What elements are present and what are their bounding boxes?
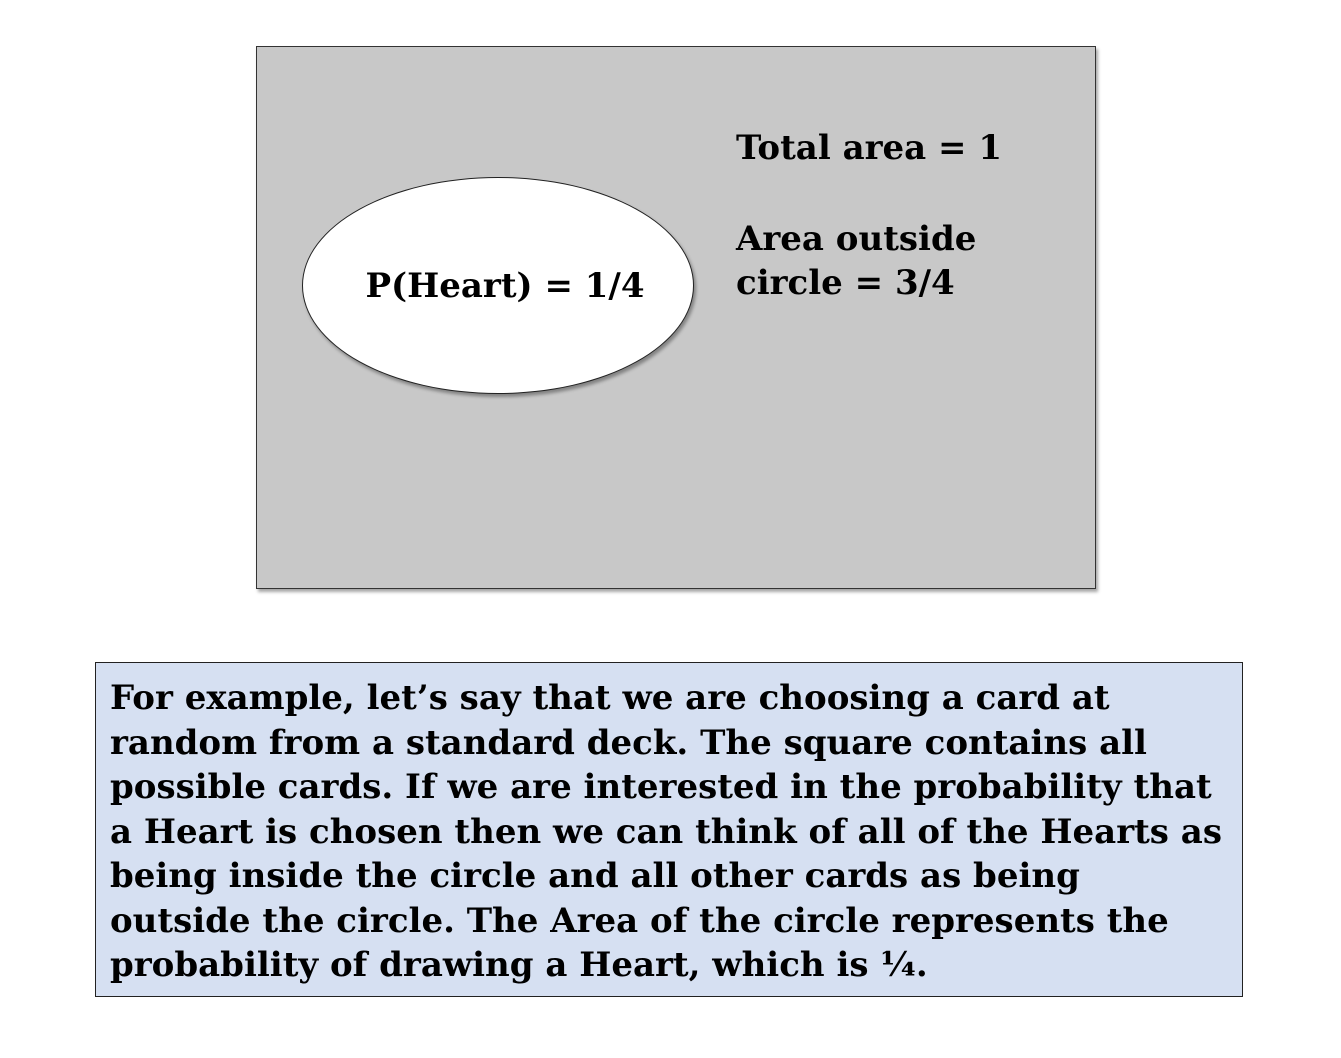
outside-area-label: Area outside circle = 3/4 [736,219,977,303]
explanation-text: For example, let’s say that we are choosing a card at random from a standard deck. The square contains all possible cards. If we are interested in the probability that a Heart is chosen then we can think of all of the Hearts as being inside the circle and all other cards as being outside the circle. The Area of the circle represents the probability of drawing a Heart, which is ¼. [110,678,1222,985]
heart-probability-label: P(Heart) = 1/4 [365,265,645,306]
total-area-label: Total area = 1 [736,128,1002,168]
explanation-box [95,662,1243,997]
